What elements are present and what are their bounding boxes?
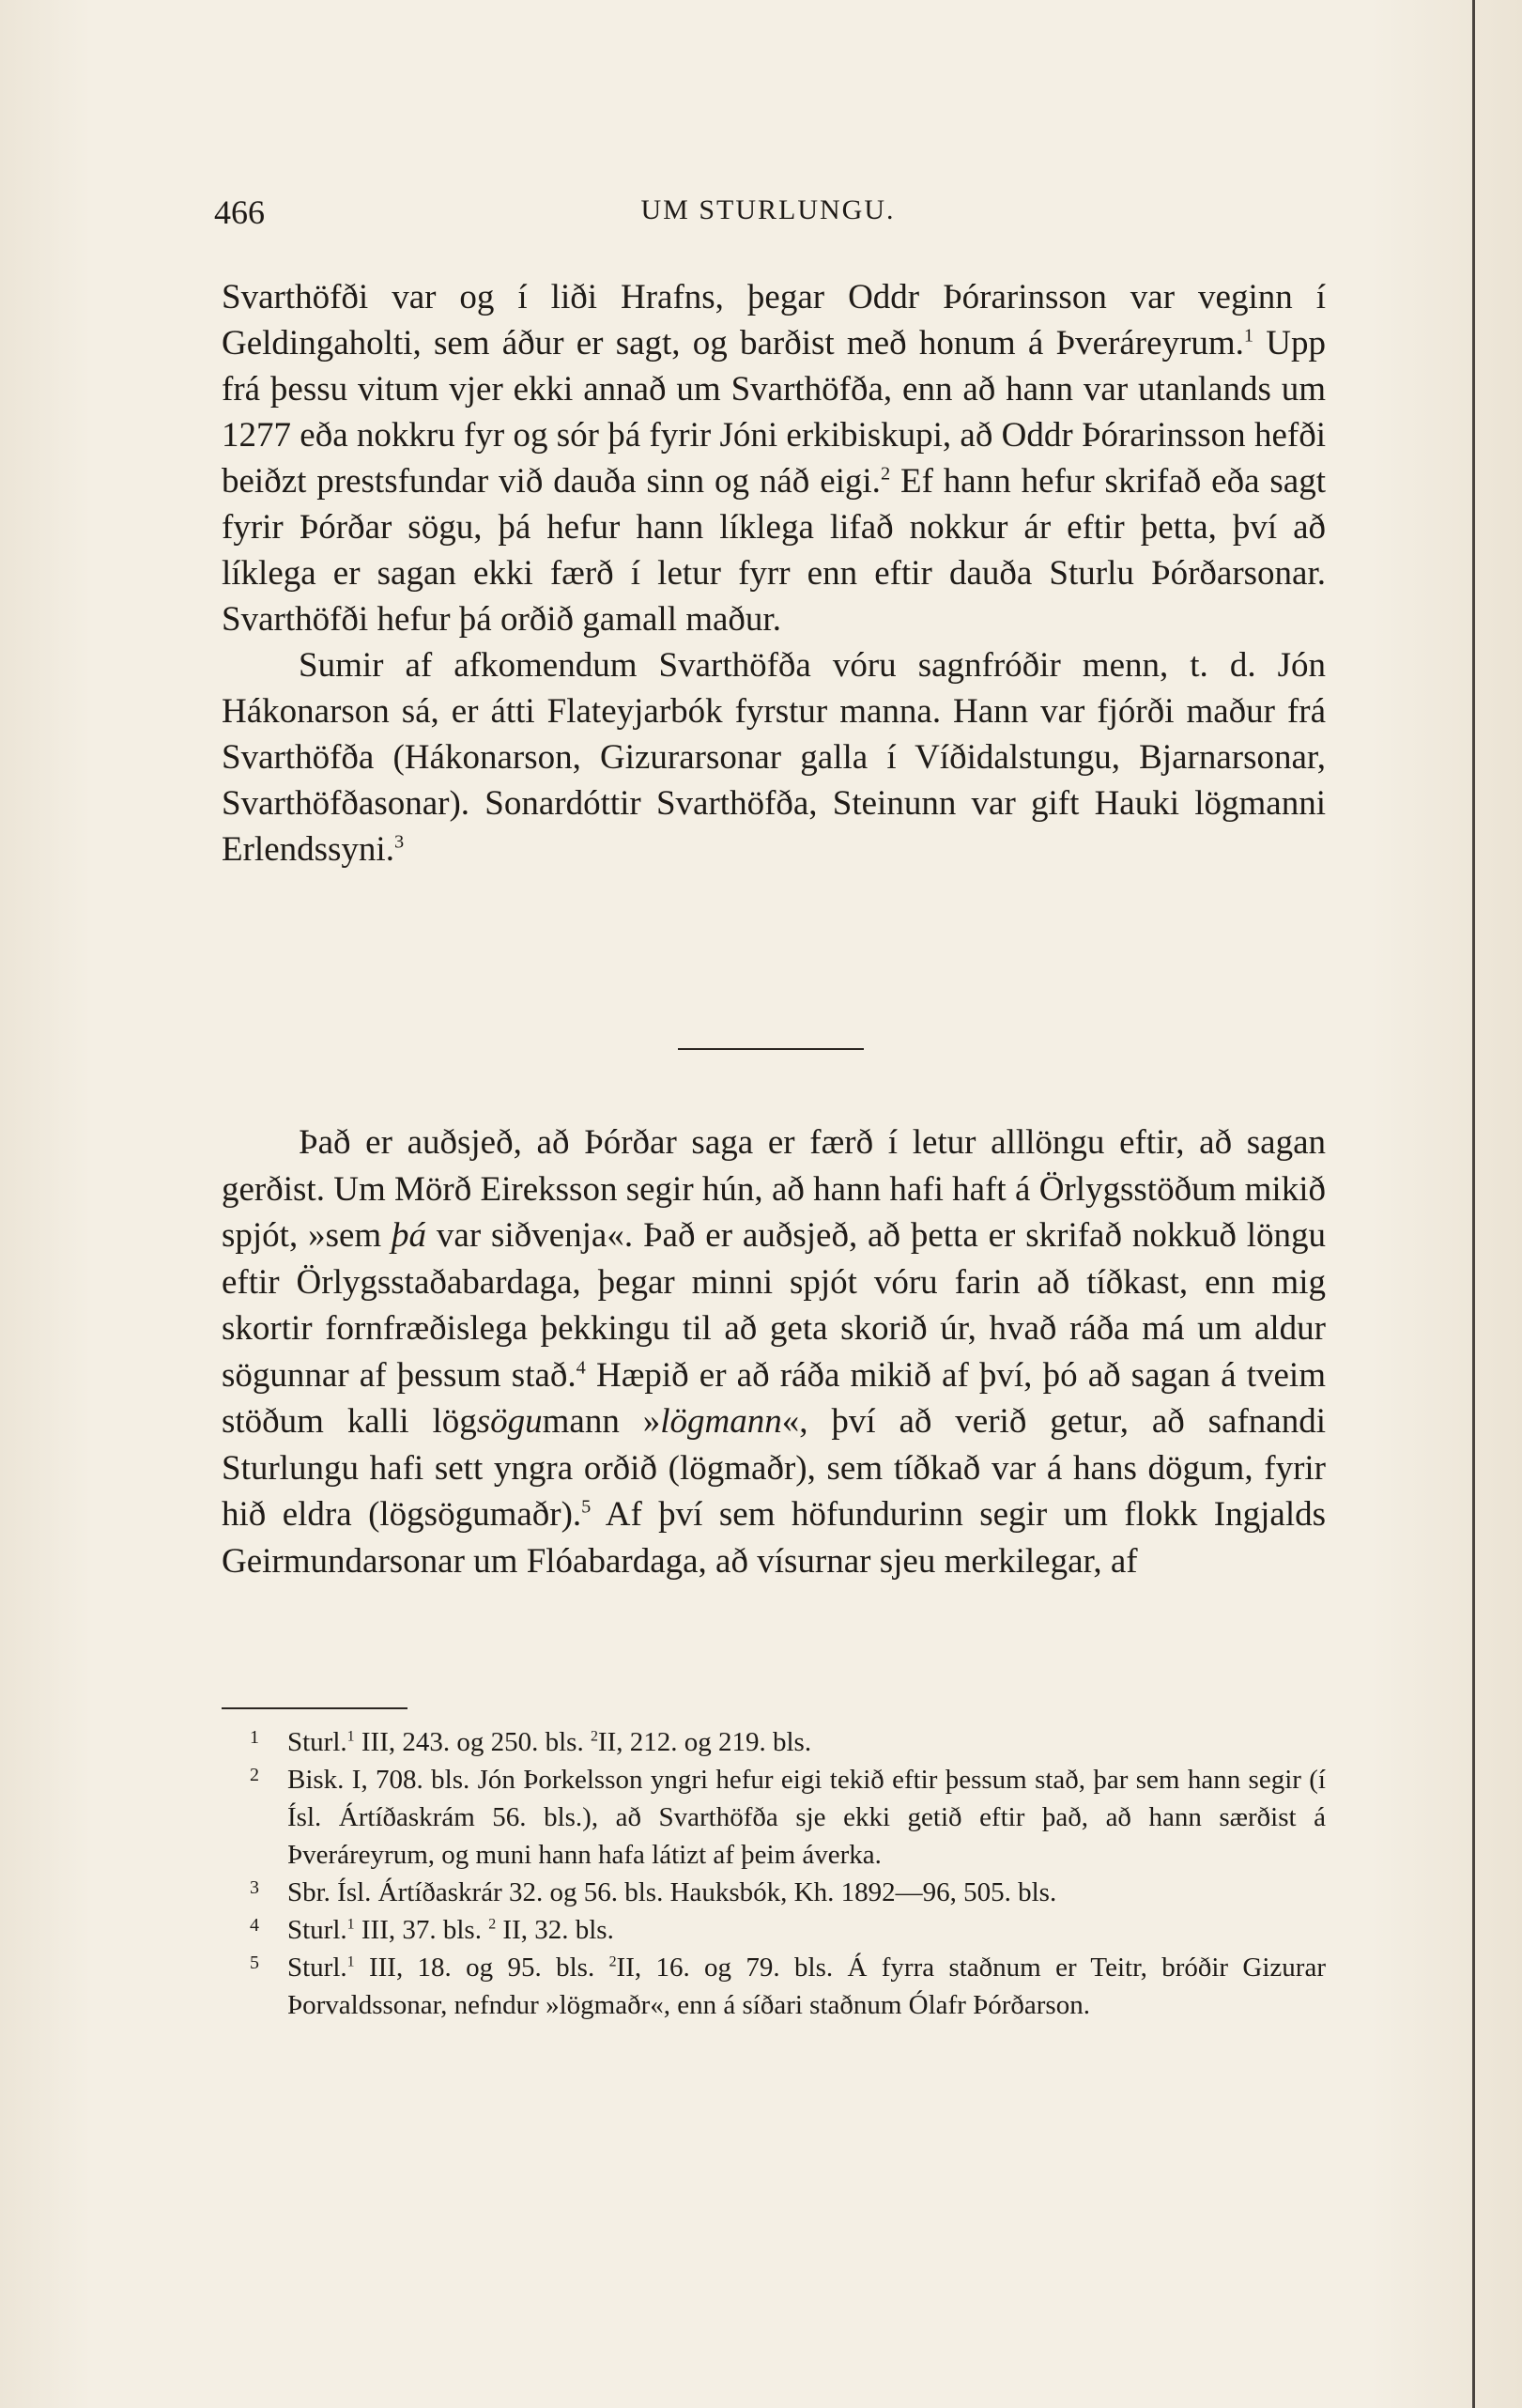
footnote-ref: 1	[1243, 325, 1254, 347]
footnote	[222, 1761, 1326, 1874]
text-run: «, því að verið getur, að safnandi Sturlungu hafi sett yngra orðið (lögmaðr), sem tíðkað var á hans dögum, fyrir hið eldra (lögsögumaðr).	[222, 1402, 1326, 1534]
footnote-ref: 1	[346, 1916, 355, 1933]
text-run: Ef hann hefur skrifað eða sagt fyrir Þórðar sögu, þá hefur hann líklega lifað nokkur ár eftir þetta, því að líklega er sagan ekki færð í letur fyrr enn eftir dauða Sturlu Þórðarsonar. Svarthöfði hefur þá orðið gamall maður.	[222, 462, 1327, 639]
paragraph	[222, 642, 1326, 872]
footnote-number: 4	[250, 1915, 259, 1936]
footnote	[222, 1874, 1326, 1911]
footnote-ref: 4	[576, 1357, 586, 1379]
text-run: III, 243. og 250. bls.	[354, 1727, 591, 1757]
footnote	[222, 1949, 1326, 2024]
italic-text: þá	[392, 1216, 427, 1255]
footnote-number: 1	[250, 1727, 259, 1748]
text-run: Af því sem höfundurinn segir um flokk Ingjalds Geirmundarsonar um Flóabardaga, að vísurnar sjeu merkilegar, af	[222, 1495, 1327, 1581]
main-text-bottom	[222, 1119, 1326, 1584]
footnote-ref: 3	[393, 831, 405, 853]
text-run: Sturl.	[287, 1953, 347, 1983]
text-run: mann »	[542, 1402, 661, 1441]
text-run: II, 32. bls.	[496, 1915, 614, 1945]
footnote	[222, 1911, 1326, 1949]
footnote-number: 2	[250, 1765, 259, 1785]
footnote-ref: 2	[590, 1728, 598, 1745]
text-run: Það er auðsjeð, að Þórðar saga er færð í letur alllöngu eftir, að sagan gerðist. Um Mörð Eireksson segir hún, að hann hafi haft á Örlygsstöðum mikið spjót, »sem	[222, 1123, 1326, 1255]
footnotes	[222, 1723, 1326, 2024]
text-run: II, 212. og 219. bls.	[597, 1727, 812, 1757]
text-run: Sumir af afkomendum Svarthöfða vóru sagnfróðir menn, t. d. Jón Hákonarson sá, er átti Flateyjarbók fyrstur manna. Hann var fjórði maður frá Svarthöfða (Hákonarson, Gizurarsonar galla í Víðidalstungu, Bjarnarsonar, Svarthöfðasonar). Sonardóttir Svarthöfða, Steinunn var gift Hauki lögmanni Erlendssyni.	[222, 646, 1326, 869]
page-number: 466	[214, 193, 265, 231]
footnote-number: 3	[250, 1877, 259, 1898]
text-run: III, 37. bls.	[354, 1915, 489, 1945]
main-text-top	[222, 274, 1326, 872]
footnote	[222, 1723, 1326, 1761]
text-run: Hæpið er að ráða mikið af því, þó að sagan á tveim stöðum kalli lög	[222, 1355, 1326, 1441]
footnote-number: 5	[250, 1953, 259, 1973]
text-run: Upp frá þessu vitum vjer ekki annað um Svarthöfða, enn að hann var utanlands um 1277 eða nokkru fyr og sór þá fyrir Jóni erkibiskupi, að Oddr Þórarinsson hefði beiðzt prestsfundar við dauða sinn og náð eigi.	[222, 324, 1326, 501]
footnote-ref: 2	[608, 1953, 617, 1970]
paragraph	[222, 274, 1326, 642]
section-divider	[678, 1048, 864, 1050]
running-head: UM STURLUNGU.	[640, 194, 896, 225]
footnote-ref: 1	[346, 1953, 355, 1970]
footnote-ref: 1	[346, 1728, 355, 1745]
text-run: II, 16. og 79. bls. Á fyrra staðnum er Teitr, bróðir Gizurar Þorvaldssonar, nefndur »lögmaðr«, enn á síðari staðnum Ólafr Þórðarson.	[287, 1953, 1326, 2020]
text-run: Sbr. Ísl. Ártíðaskrár 32. og 56. bls. Hauksbók, Kh. 1892—96, 505. bls.	[287, 1877, 1057, 1907]
footnote-ref: 2	[488, 1916, 497, 1933]
paragraph	[222, 1119, 1326, 1584]
footnote-ref: 5	[581, 1496, 592, 1518]
footnote-divider	[222, 1707, 407, 1709]
text-run: Svarthöfði var og í liði Hrafns, þegar Oddr Þórarinsson var veginn í Geldingaholti, sem áður er sagt, og barðist með honum á Þveráreyrum.	[222, 278, 1326, 363]
page-header	[214, 193, 1322, 239]
italic-text: sögu	[476, 1402, 543, 1441]
text-run: III, 18. og 95. bls.	[354, 1953, 609, 1983]
page-edge-rule	[1472, 0, 1475, 2408]
footnote-ref: 2	[880, 463, 891, 485]
text-run: Sturl.	[287, 1915, 347, 1945]
text-run: var siðvenja«. Það er auðsjeð, að þetta er skrifað nokkuð löngu eftir Örlygsstaðabardaga, þegar minni spjót vóru farin að tíðkast, enn mig skortir fornfræðislega þekkingu til að geta skorið úr, hvað ráða má um aldur sögunnar af þessum stað.	[222, 1216, 1326, 1395]
text-run: Bisk. I, 708. bls. Jón Þorkelsson yngri hefur eigi tekið eftir þessum stað, þar sem hann segir (í Ísl. Ártíðaskrám 56. bls.), að Svarthöfða sje ekki getið eftir það, að hann særðist á Þveráreyrum, og muni hann hafa látizt af þeim áverka.	[287, 1765, 1326, 1870]
italic-text: lögmann	[660, 1402, 782, 1441]
text-run: Sturl.	[287, 1727, 347, 1757]
